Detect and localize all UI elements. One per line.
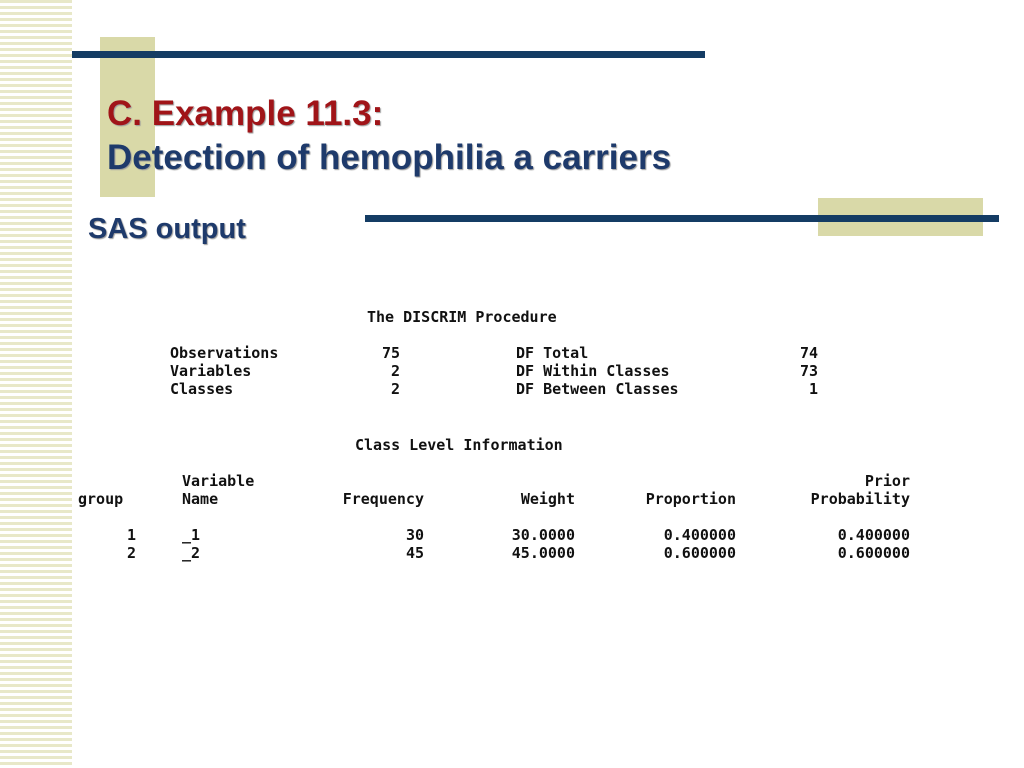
header-group: group bbox=[78, 490, 124, 508]
class-level-title: Class Level Information bbox=[355, 436, 563, 454]
summary-label: Observations bbox=[170, 344, 279, 362]
header-weight: Weight bbox=[520, 490, 575, 508]
procedure-title: The DISCRIM Procedure bbox=[367, 308, 557, 326]
header-variable: Variable bbox=[182, 472, 255, 490]
df-value: 74 bbox=[799, 344, 818, 362]
title-line-2: Detection of hemophilia a carriers bbox=[107, 138, 672, 177]
cell-frequency: 45 bbox=[405, 544, 424, 562]
header-frequency: Frequency bbox=[342, 490, 424, 508]
cell-name: _2 bbox=[182, 544, 201, 562]
cell-group: 1 bbox=[126, 526, 136, 544]
df-label: DF Within Classes bbox=[516, 362, 670, 380]
header-proportion: Proportion bbox=[645, 490, 736, 508]
df-value: 73 bbox=[799, 362, 818, 380]
df-value: 1 bbox=[808, 380, 818, 398]
summary-value: 75 bbox=[381, 344, 400, 362]
cell-proportion: 0.400000 bbox=[663, 526, 736, 544]
summary-label: Variables bbox=[170, 362, 252, 380]
title-line-1: C. Example 11.3: bbox=[107, 94, 384, 133]
df-label: DF Between Classes bbox=[516, 380, 679, 398]
df-label: DF Total bbox=[516, 344, 589, 362]
header-probability: Probability bbox=[810, 490, 910, 508]
cell-prior: 0.400000 bbox=[837, 526, 910, 544]
cell-weight: 45.0000 bbox=[511, 544, 575, 562]
cell-group: 2 bbox=[126, 544, 136, 562]
cell-proportion: 0.600000 bbox=[663, 544, 736, 562]
cell-prior: 0.600000 bbox=[837, 544, 910, 562]
summary-value: 2 bbox=[390, 362, 400, 380]
cell-weight: 30.0000 bbox=[511, 526, 575, 544]
summary-value: 2 bbox=[390, 380, 400, 398]
summary-label: Classes bbox=[170, 380, 234, 398]
header-prior: Prior bbox=[864, 472, 910, 490]
cell-frequency: 30 bbox=[405, 526, 424, 544]
cell-name: _1 bbox=[182, 526, 201, 544]
header-name: Name bbox=[182, 490, 219, 508]
slide-subtitle: SAS output bbox=[88, 213, 246, 245]
